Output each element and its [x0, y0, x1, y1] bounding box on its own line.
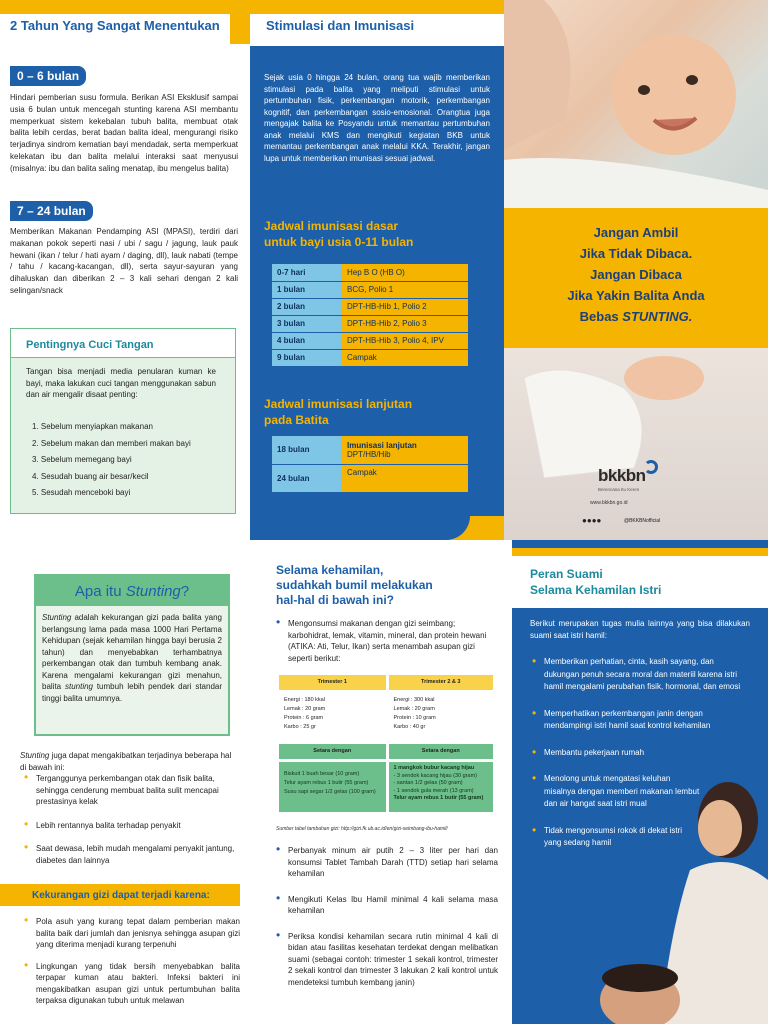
pregnancy-title-l3: hal-hal di bawah ini? — [276, 593, 395, 607]
table-row — [272, 264, 468, 281]
age-cell: 24 bulan — [272, 464, 342, 492]
slogan-bebas: Bebas — [579, 309, 619, 324]
schedule-basic-table — [272, 264, 468, 367]
list-item: • Mengikuti Kelas Ibu Hamil minimal 4 kali selama masa kehamilan — [276, 894, 498, 917]
age-pill-7-24: 7 – 24 bulan — [10, 201, 93, 221]
vaccine-cell — [342, 436, 468, 464]
table-row — [279, 762, 493, 812]
causes-title: Kekurangan gizi dapat terjadi karena: — [32, 890, 210, 901]
list-item: • Periksa kondisi kehamilan secara rutin minimal 4 kali di bidan atau fasilitas kesehatan terdekat dengan melibatkan suami (sebagai contoh: trimester 1 sekali kontrol, trimester 2 sekali kontrol dan trimester 3 lakukan 2 kali kontrol untuk mendeteksi tumbuh kembang janin) — [276, 931, 498, 989]
pregnancy-title-l1: Selama kehamilan, — [276, 563, 384, 577]
pregnancy-list-1 — [276, 618, 498, 673]
panel-1-heading: 2 Tahun Yang Sangat Menentukan — [10, 18, 220, 33]
schedule-basic-title-l1: Jadwal imunisasi dasar — [264, 219, 399, 233]
baby-feet-illustration — [504, 348, 768, 540]
stimulation-text: Sejak usia 0 hingga 24 bulan, orang tua wajib memberikan stimulasi pada balita yang meliputi stimulasi untuk pertumbuhan fisik, perkembangan motorik, perkembangan kognitif, dan perkembangan sosio-emosional. Orangtua juga mengajak balita ke Posyandu untuk memantau pertumbuhan anak melalui KMS dan mengikuti kegiatan BKB untuk memantau perkembangan anak melalui KKA. Terakhir, jangan lupa untuk memberikan imunisasi sesuai jadwal. — [264, 73, 490, 163]
pregnancy-title-l2: sudahkah bumil melakukan — [276, 578, 433, 592]
baby-photo — [504, 0, 768, 208]
nutrient-line: Protein : 6 gram — [284, 715, 324, 721]
trimester-1-header: Trimester 1 — [279, 675, 386, 690]
age-cell: 0-7 hari — [272, 264, 342, 281]
husband-role-intro: Berikut merupakan tugas mulia lainnya yang bisa dilakukan suami saat istri hamil: — [530, 619, 750, 640]
trimester-2-3-header: Trimester 2 & 3 — [389, 675, 493, 690]
table-row — [279, 675, 493, 690]
slogan-line: Jangan Dibaca — [590, 267, 682, 282]
age-cell: 4 bulan — [272, 332, 342, 349]
equivalent-line: 1 mangkok bubur kacang hijau — [393, 765, 475, 771]
age-cell: 3 bulan — [272, 315, 342, 332]
age-cell: 1 bulan — [272, 281, 342, 298]
list-item: • Memperhatikan perkembangan janin dengan mendampingi istri hamil saat kontrol kehamilan — [532, 708, 750, 733]
list-item: • Membantu pekerjaan rumah — [532, 747, 750, 760]
table-row — [279, 693, 493, 741]
list-item: • Lebih rentannya balita terhadap penyakit — [24, 820, 240, 832]
schedule-followup-table — [272, 436, 468, 493]
yellow-corner-accent — [230, 14, 250, 44]
pregnancy-list-2 — [276, 845, 498, 997]
age-7-24-text: Memberikan Makanan Pendamping ASI (MPASI), terdiri dari makanan pokok seperti nasi / ubi / sagu / jagung, lauk pauk hewani (ikan / telur / hati ayam / daging, dll), lauk nabati (tempe / tahu / kacang-kacangan, dll), serta sayur-sayuran yang dihaluskan dan diberikan 2 – 3 kali sehari dengan 2 kali selingan/snack — [10, 227, 238, 295]
vaccine-cell: BCG, Polio 1 — [342, 281, 468, 298]
vaccine-line: Imunisasi lanjutan — [347, 440, 417, 450]
nutrient-line: Protein : 10 gram — [393, 715, 436, 721]
handwash-item: 2. Sebelum makan dan memberi makan bayi — [32, 438, 191, 448]
instagram-icon: ● — [591, 516, 597, 525]
table-row — [272, 281, 468, 298]
nutrition-table — [276, 672, 496, 815]
vaccine-cell: Campak — [342, 464, 468, 492]
equivalent-line: Telur ayam rebus 1 butir (55 gram) — [284, 780, 369, 786]
panel-4-top-accent — [0, 540, 258, 550]
list-item: • Menolong untuk mengatasi keluhan misalnya dengan memberi makanan lembut dan air hangat saat istri mual — [532, 773, 702, 811]
equivalent-header: Setara dengan — [279, 744, 386, 759]
slogan-line: Jika Yakin Balita Anda — [567, 288, 705, 303]
table-row — [272, 464, 468, 492]
list-item: • Mengonsumsi makanan dengan gizi seimbang; karbohidrat, lemak, vitamin, mineral, dan protein hewani (ATIKA: Ati, Telur, Ikan) serta menambah asupan gizi seperti berikut: — [276, 618, 498, 664]
nutrient-line: Energi : 300 kkal — [393, 697, 435, 703]
table-row — [279, 744, 493, 759]
schedule-basic-title-l2: untuk bayi usia 0-11 bulan — [264, 235, 414, 249]
stunting-definition: Stunting adalah kekurangan gizi pada balita yang berlangsung lama pada masa 1000 Hari Pertama Kehidupan (sejak kehamilan hingga bayi berusia 2 tahun) dan menyebabkan terhambatnya perkembangan otak dan tumbuh kembang anak. Karena mengalami kekurangan gizi menahun, balita stunting tumbuh lebih pendek dari standar tinggi balita umumnya. — [42, 613, 223, 703]
nutrient-line: Karbo : 40 gr — [393, 724, 426, 730]
vaccine-cell: DPT-HB-Hib 3, Polio 4, IPV — [342, 332, 468, 349]
age-cell: 18 bulan — [272, 436, 342, 464]
nutrient-line: Energi : 180 kkal — [284, 697, 325, 703]
slogan-line: Jika Tidak Dibaca. — [579, 246, 693, 261]
list-item: • Terganggunya perkembangan otak dan fisik balita, sehingga cenderung membuat balita sulit mencapai prestasinya kelak — [24, 773, 240, 808]
pregnancy-title — [276, 563, 433, 608]
baby-feet-photo — [504, 348, 768, 540]
equivalent-2 — [389, 762, 493, 812]
slogan-line: Jangan Ambil — [593, 225, 679, 240]
equivalent-line: Biskuit 1 buah besar (10 gram) — [284, 771, 360, 777]
list-item: • Saat dewasa, lebih mudah mengalami penyakit jantung, diabetes dan lainnya — [24, 843, 240, 866]
list-item: • Memberikan perhatian, cinta, kasih sayang, dan dukungan penuh secara moral dan materiil karena istri hamil mengalami perubahan fisik, hormonal, dan emosi — [532, 656, 750, 694]
age-pill-0-6: 0 – 6 bulan — [10, 66, 86, 86]
slogan-line-last — [504, 306, 768, 327]
facebook-icon: ● — [582, 516, 587, 525]
social-icons — [582, 516, 601, 525]
panel-2-title: Stimulasi dan Imunisasi — [266, 18, 415, 33]
age-0-6-text: Hindari pemberian susu formula. Berikan ASI Eksklusif sampai usia 6 bulan untuk mencegah stunting karena ASI membantu memperkuat sistem kekebalan tubuh balita, membuat otak balita lebih cerdas, berat badan balita ideal, mengurangi risiko terjadinya sindrom kematian bayi mendadak, serta memperkuat kelekatan ibu dan balita melalui interaksi saat menyusui (misalnya: ibu dan balita saling menatap, ibu mengelus balita) — [10, 93, 238, 173]
slogan — [504, 222, 768, 327]
handwash-title: Pentingnya Cuci Tangan — [26, 339, 154, 351]
effects-list — [24, 773, 240, 875]
table-row — [272, 315, 468, 332]
handwash-item: 3. Sebelum memegang bayi — [32, 455, 132, 464]
vaccine-cell: Hep B O (HB O) — [342, 264, 468, 281]
handwash-item: 1. Sebelum menyiapkan makanan — [32, 422, 153, 431]
nutrient-line: Lemak : 20 gram — [284, 706, 326, 712]
vaccine-cell: DPT-HB-Hib 2, Polio 3 — [342, 315, 468, 332]
nutrient-line: Karbo : 25 gr — [284, 724, 316, 730]
nutrient-line: Lemak : 20 gram — [393, 706, 435, 712]
equivalent-line: - 1 sendok gula merah (13 gram) — [393, 787, 474, 794]
vaccine-line: DPT/HB/Hib — [347, 449, 391, 459]
list-item: • Perbanyak minum air putih 2 – 3 liter per hari dan konsumsi Tablet Tambah Darah (TTD) setiap hari selama kehamilan — [276, 845, 498, 880]
effects-intro: Stunting juga dapat mengakibatkan terjadinya beberapa hal di bawah ini: — [20, 751, 232, 772]
age-cell: 9 bulan — [272, 349, 342, 366]
stunting-title: Apa itu Stunting? — [74, 583, 190, 600]
trimester-2-3-values — [389, 693, 493, 741]
bkkbn-url: www.bkkbn.go.id — [590, 500, 628, 506]
schedule-followup-title-l2: pada Batita — [264, 413, 329, 427]
social-handle: @BKKBNofficial — [624, 518, 661, 524]
handwash-intro: Tangan bisa menjadi media penularan kuman ke bayi, maka lakukan cuci tangan menggunakan sabun dan air mengalir disaat penting: — [26, 367, 216, 399]
vaccine-cell: DPT-HB-Hib 1, Polio 2 — [342, 298, 468, 315]
schedule-basic-title — [264, 218, 413, 250]
bkkbn-logo: bkkbn — [598, 466, 646, 485]
equivalent-line: Susu sapi segar 1/2 gelas (100 gram) — [284, 789, 376, 795]
trimester-1-values — [279, 693, 386, 741]
husband-role-list — [532, 656, 750, 859]
equivalent-line: Telur ayam rebus 1 butir (55 gram) — [393, 795, 484, 801]
bkkbn-tagline: Berencana Itu Keren — [598, 487, 640, 492]
age-cell: 2 bulan — [272, 298, 342, 315]
handwash-item: 5. Sesudah menceboki bayi — [32, 488, 131, 497]
husband-role-title — [530, 566, 661, 598]
table-row — [272, 298, 468, 315]
husband-role-title-l1: Peran Suami — [530, 567, 603, 581]
table-row — [272, 349, 468, 366]
youtube-icon: ● — [596, 516, 602, 525]
handwash-list — [32, 421, 222, 499]
list-item: • Lingkungan yang tidak bersih menyebabkan balita terpapar kuman atau bakteri. Infeksi bakteri ini mengakibatkan asupan gizi untuk pertumbuhan balita terpaksa digunakan tubuh untuk melawan — [24, 961, 240, 1007]
twitter-icon: ● — [586, 516, 592, 525]
baby-photo-illustration — [504, 0, 768, 208]
handwash-item: 4. Sesudah buang air besar/kecil — [32, 471, 149, 481]
bkkbn-logo-mark — [644, 460, 658, 474]
schedule-followup-title-l1: Jadwal imunisasi lanjutan — [264, 397, 413, 411]
schedule-followup-title — [264, 396, 412, 428]
table-row — [272, 332, 468, 349]
equivalent-line: - santan 1/2 gelas (50 gram) — [393, 780, 463, 786]
equivalent-1 — [279, 762, 386, 812]
panel-2-bottom-accent-blue — [250, 516, 470, 540]
causes-list — [24, 916, 240, 1016]
list-item: • Pola asuh yang kurang tepat dalam pemberian makan balita baik dari jumlah dan jenisnya sehingga asupan gizi yang diterima menjadi kurang terpenuhi — [24, 916, 240, 951]
equivalent-header: Setara dengan — [389, 744, 493, 759]
equivalent-line: - 3 sendok kacang hijau (30 gram) — [393, 772, 477, 779]
vaccine-cell: Campak — [342, 349, 468, 366]
husband-role-title-l2: Selama Kehamilan Istri — [530, 583, 662, 597]
list-item: • Tidak mengonsumsi rokok di dekat istri yang sedang hamil — [532, 825, 692, 850]
table-row — [272, 436, 468, 464]
stunting-brand: STUNTING. — [622, 309, 693, 324]
nutrition-source: Sumber tabel tambahan gizi: http://gizi.fk.ub.ac.id/en/gizi-seimbang-ibu-hamil/ — [276, 826, 448, 832]
